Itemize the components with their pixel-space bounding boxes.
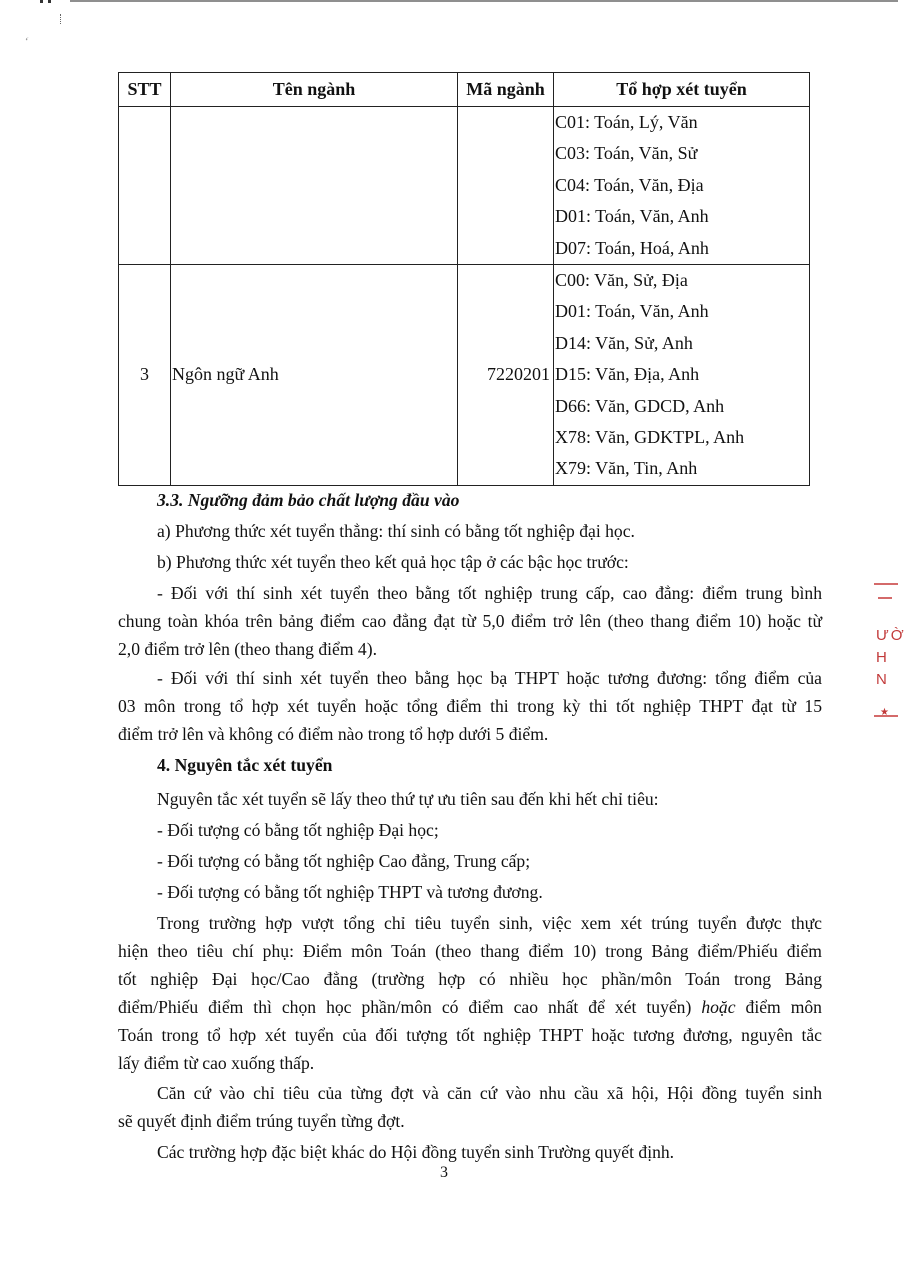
- emphasis-or: hoặc: [701, 997, 736, 1017]
- section-4-intro: Nguyên tắc xét tuyển sẽ lấy theo thứ tự ưu tiên sau đến khi hết chỉ tiêu:: [157, 789, 659, 809]
- row-stt: [119, 107, 171, 265]
- combo-item: D01: Toán, Văn, Anh: [555, 301, 709, 322]
- paragraph-line: Các trường hợp đặc biệt khác do Hội đồng tuyển sinh Trường quyết định.: [157, 1142, 675, 1162]
- combo-item: C03: Toán, Văn, Sử: [555, 143, 698, 164]
- section-3-3-heading: 3.3. Ngưỡng đảm bảo chất lượng đầu vào: [157, 490, 460, 510]
- combo-item: C01: Toán, Lý, Văn: [555, 112, 698, 132]
- paragraph-line: 2,0 điểm trở lên (theo thang điểm 4).: [118, 639, 377, 659]
- scan-top-border: [70, 0, 898, 2]
- paragraph-line: hiện theo tiêu chí phụ: Điểm môn Toán (theo thang điểm 10) trong Bảng điểm/Phiếu điểm: [118, 941, 822, 961]
- section-3-3-item-a: a) Phương thức xét tuyển thẳng: thí sinh có bằng tốt nghiệp đại học.: [157, 521, 635, 541]
- seal-stroke: [874, 583, 898, 585]
- paragraph-line: - Đối với thí sinh xét tuyển theo bằng học bạ THPT hoặc tương đương: tổng điểm của: [157, 668, 822, 688]
- header-major-name: Tên ngành: [171, 73, 458, 107]
- row-major-name: [171, 107, 458, 265]
- list-item: - Đối tượng có bằng tốt nghiệp Đại học;: [157, 820, 439, 840]
- table-row: [119, 107, 810, 265]
- row-major-code: [458, 107, 554, 265]
- section-4-heading: 4. Nguyên tắc xét tuyển: [157, 755, 333, 775]
- combo-item: D14: Văn, Sử, Anh: [555, 332, 693, 353]
- seal-text: ƯỜ: [876, 627, 906, 644]
- seal-star-icon: ★: [880, 707, 891, 718]
- header-stt: STT: [119, 73, 171, 107]
- paragraph-line: 03 môn trong tổ hợp xét tuyển hoặc tổng điểm thi trong kỳ thi tốt nghiệp THPT đạt từ 15: [118, 696, 822, 716]
- scan-artifact-mark: ʻ: [21, 33, 31, 49]
- section-3-3-item-b: b) Phương thức xét tuyển theo kết quả học tập ở các bậc học trước:: [157, 552, 629, 572]
- scan-artifact: [40, 0, 54, 8]
- combo-item: D01: Toán, Văn, Anh: [555, 206, 709, 227]
- paragraph-line: Trong trường hợp vượt tổng chỉ tiêu tuyển sinh, việc xem xét trúng tuyển được thực: [157, 913, 822, 933]
- header-major-code: Mã ngành: [458, 73, 554, 107]
- paragraph-line: lấy điểm từ cao xuống thấp.: [118, 1053, 315, 1073]
- combo-item: X79: Văn, Tin, Anh: [555, 458, 698, 479]
- red-seal-fragment: [870, 575, 906, 735]
- paragraph-line: Toán trong tổ hợp xét tuyển của đối tượng tốt nghiệp THPT hoặc tương đương, nguyên tắc: [118, 1025, 822, 1045]
- row-combos: [554, 107, 810, 265]
- table-header-row: [119, 73, 810, 107]
- table-row: [119, 264, 810, 485]
- paragraph-line: điểm/Phiếu điểm thì chọn học phần/môn có điểm cao nhất để xét tuyển) hoặc điểm môn: [118, 997, 822, 1017]
- row-combos: [554, 264, 810, 485]
- row-major-code: 7220201: [458, 264, 554, 485]
- scan-artifact-dots: [60, 14, 63, 24]
- paragraph-line: tốt nghiệp Đại học/Cao đẳng (trường hợp có nhiều học phần/môn Toán trong Bảng: [118, 969, 822, 989]
- combo-item: D66: Văn, GDCD, Anh: [555, 395, 725, 416]
- seal-text: H: [876, 649, 889, 666]
- combo-item: D07: Toán, Hoá, Anh: [555, 237, 709, 258]
- seal-stroke: [878, 597, 892, 599]
- paragraph-line: - Đối với thí sinh xét tuyển theo bằng tốt nghiệp trung cấp, cao đẳng: điểm trung bình: [157, 583, 822, 603]
- paragraph-line: chung toàn khóa trên bảng điểm cao đẳng đạt từ 5,0 điểm trở lên (theo thang điểm 10) hoặc từ: [118, 611, 822, 631]
- paragraph-line: điểm trở lên và không có điểm nào trong tổ hợp dưới 5 điểm.: [118, 724, 549, 744]
- paragraph-line: Căn cứ vào chỉ tiêu của từng đợt và căn cứ vào nhu cầu xã hội, Hội đồng tuyển sinh: [157, 1083, 822, 1103]
- combo-item: X78: Văn, GDKTPL, Anh: [555, 426, 745, 447]
- admission-table: [118, 72, 810, 486]
- row-major-name: Ngôn ngữ Anh: [171, 264, 458, 485]
- combo-item: D15: Văn, Địa, Anh: [555, 364, 700, 385]
- seal-text: N: [876, 671, 889, 688]
- list-item: - Đối tượng có bằng tốt nghiệp THPT và tương đương.: [157, 882, 543, 902]
- list-item: - Đối tượng có bằng tốt nghiệp Cao đẳng, Trung cấp;: [157, 851, 531, 871]
- combo-item: C04: Toán, Văn, Địa: [555, 174, 704, 195]
- page-number: 3: [440, 1164, 448, 1181]
- paragraph-line: sẽ quyết định điểm trúng tuyển từng đợt.: [118, 1111, 405, 1131]
- row-stt: 3: [119, 264, 171, 485]
- combo-item: C00: Văn, Sử, Địa: [555, 269, 688, 290]
- header-subject-combos: Tổ hợp xét tuyển: [554, 73, 810, 107]
